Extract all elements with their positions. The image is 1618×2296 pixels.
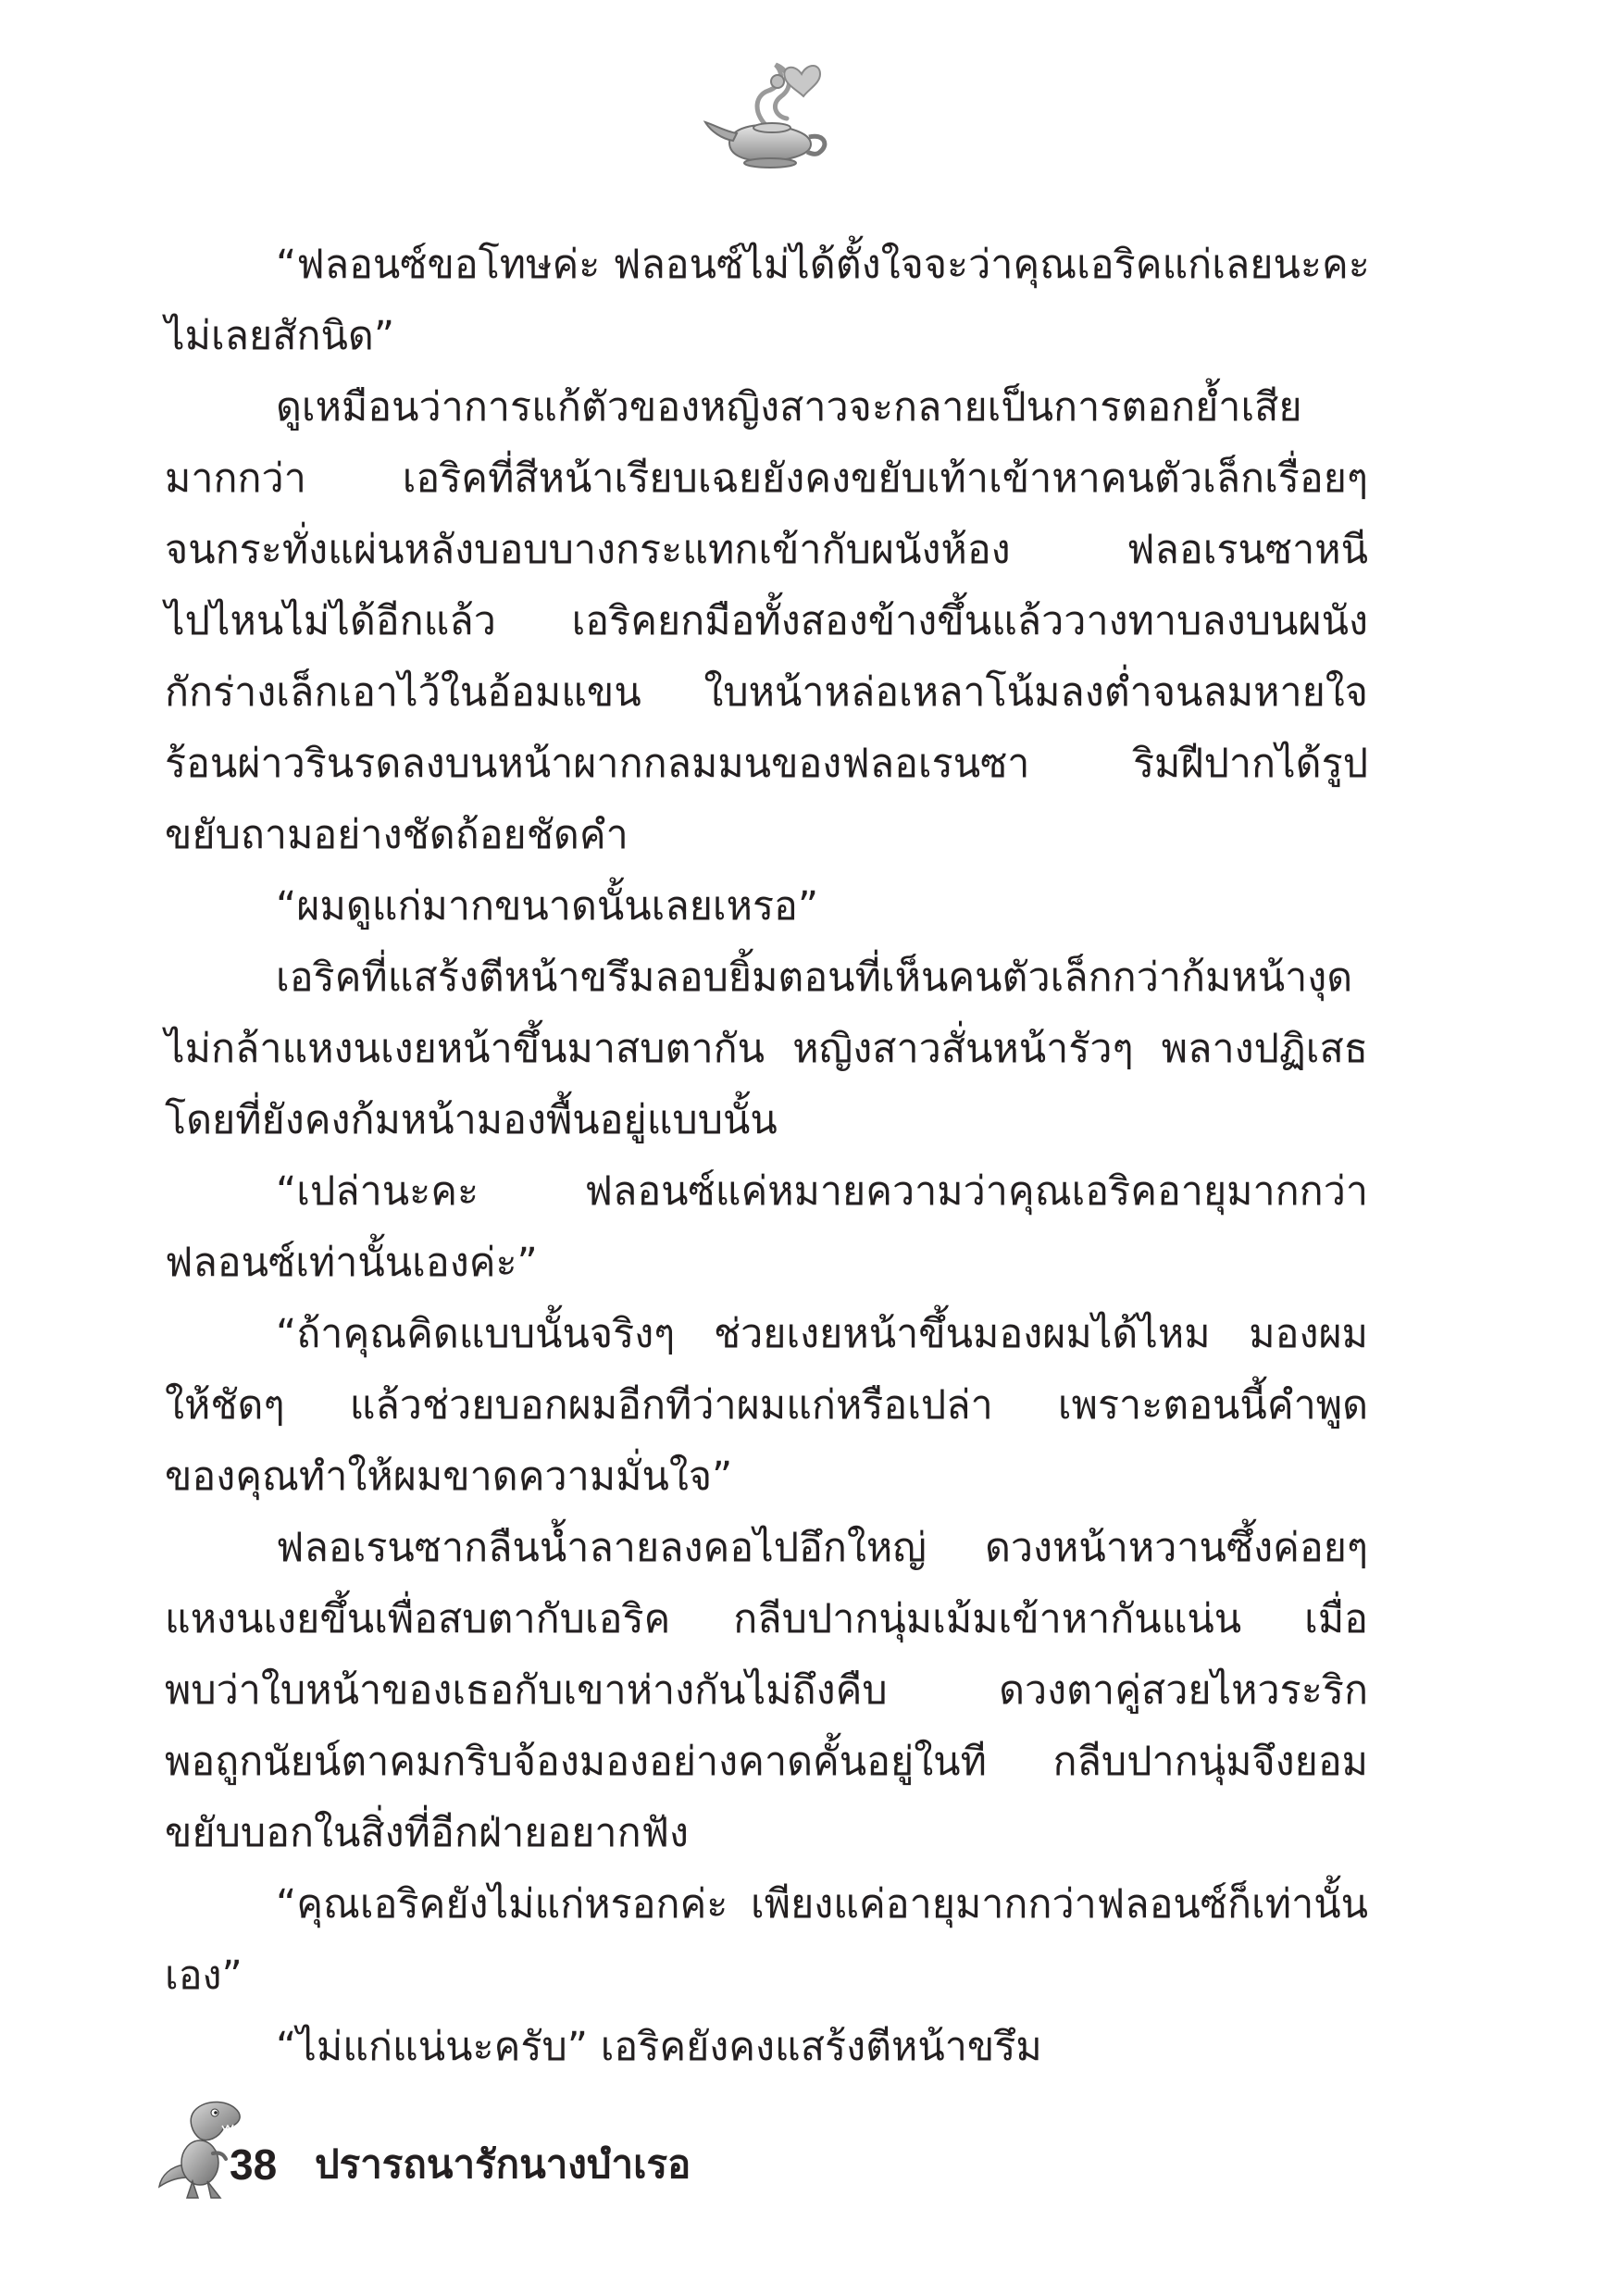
text-line: ไม่เลยสักนิด” [165,313,395,359]
page-number: 38 [230,2140,278,2189]
text-line: “ฟลอนซ์ขอโทษค่ะ ฟลอนซ์ไม่ได้ตั้งใจจะว่าคุณเอริคแก่เลยนะคะ [276,242,1370,288]
text-line: “คุณเอริคยังไม่แก่หรอกค่ะ เพียงแค่อายุมากกว่าฟลอนซ์ก็เท่านั้น [276,1881,1368,1928]
text-line: เอริคที่แสร้งตีหน้าขรึมลอบยิ้มตอนที่เห็นคนตัวเล็กกว่าก้มหน้างุด [276,955,1353,1001]
text-line: ขยับถามอย่างชัดถ้อยชัดคำ [165,812,629,858]
text-line: ดูเหมือนว่าการแก้ตัวของหญิงสาวจะกลายเป็นการตอกย้ำเสีย [276,384,1302,430]
text-line: “ผมดูแก่มากขนาดนั้นเลยเหรอ” [276,883,819,930]
text-line: ร้อนผ่าวรินรดลงบนหน้าผากกลมมนของฟลอเรนซา ริมฝีปากได้รูป [165,741,1368,787]
body-text [165,230,1368,2083]
text-line: กักร่างเล็กเอาไว้ในอ้อมแขน ใบหน้าหล่อเหลาโน้มลงต่ำจนลมหายใจ [165,669,1368,716]
page-footer [157,2090,990,2202]
text-line: แหงนเงยขึ้นเพื่อสบตากับเอริค กลีบปากนุ่มเม้มเข้าหากันแน่น เมื่อ [165,1596,1368,1642]
text-line: ฟลอเรนซากลืนน้ำลายลงคอไปอึกใหญ่ ดวงหน้าหวานซึ้งค่อยๆ [276,1525,1368,1571]
text-line: ของคุณทำให้ผมขาดความมั่นใจ” [165,1454,733,1500]
book-title: ปรารถนารักนางบำเรอ [315,2141,691,2187]
teapot-genie-icon [702,54,840,174]
text-line: ไปไหนไม่ได้อีกแล้ว เอริคยกมือทั้งสองข้างขึ้นแล้ววางทาบลงบนผนัง [165,598,1368,644]
text-line: “ไม่แก่แน่นะครับ” เอริคยังคงแสร้งตีหน้าขรึม [276,2024,1042,2070]
text-line: ไม่กล้าแหงนเงยหน้าขึ้นมาสบตากัน หญิงสาวสั่นหน้ารัวๆ พลางปฏิเสธ [165,1026,1368,1072]
text-line: พอถูกนัยน์ตาคมกริบจ้องมองอย่างคาดคั้นอยู่ในที กลีบปากนุ่มจึงยอม [165,1739,1368,1785]
text-line: จนกระทั่งแผ่นหลังบอบบางกระแทกเข้ากับผนังห้อง ฟลอเรนซาหนี [165,527,1368,573]
text-line: พบว่าใบหน้าของเธอกับเขาห่างกันไม่ถึงคืบ ดวงตาคู่สวยไหวระริก [165,1667,1368,1714]
text-line: เอง” [165,1953,243,1999]
text-line: ฟลอนซ์เท่านั้นเองค่ะ” [165,1240,538,1286]
text-line: มากกว่า เอริคที่สีหน้าเรียบเฉยยังคงขยับเท้าเข้าหาคนตัวเล็กเรื่อยๆ [165,455,1368,502]
text-line: ขยับบอกในสิ่งที่อีกฝ่ายอยากฟัง [165,1810,690,1856]
text-line: “เปล่านะคะ ฟลอนซ์แค่หมายความว่าคุณเอริคอายุมากกว่า [276,1168,1368,1215]
text-line: ให้ชัดๆ แล้วช่วยบอกผมอีกทีว่าผมแก่หรือเปล่า เพราะตอนนี้คำพูด [165,1382,1368,1429]
text-line: โดยที่ยังคงก้มหน้ามองพื้นอยู่แบบนั้น [165,1097,778,1143]
text-line: “ถ้าคุณคิดแบบนั้นจริงๆ ช่วยเงยหน้าขึ้นมองผมได้ไหม มองผม [276,1311,1368,1357]
